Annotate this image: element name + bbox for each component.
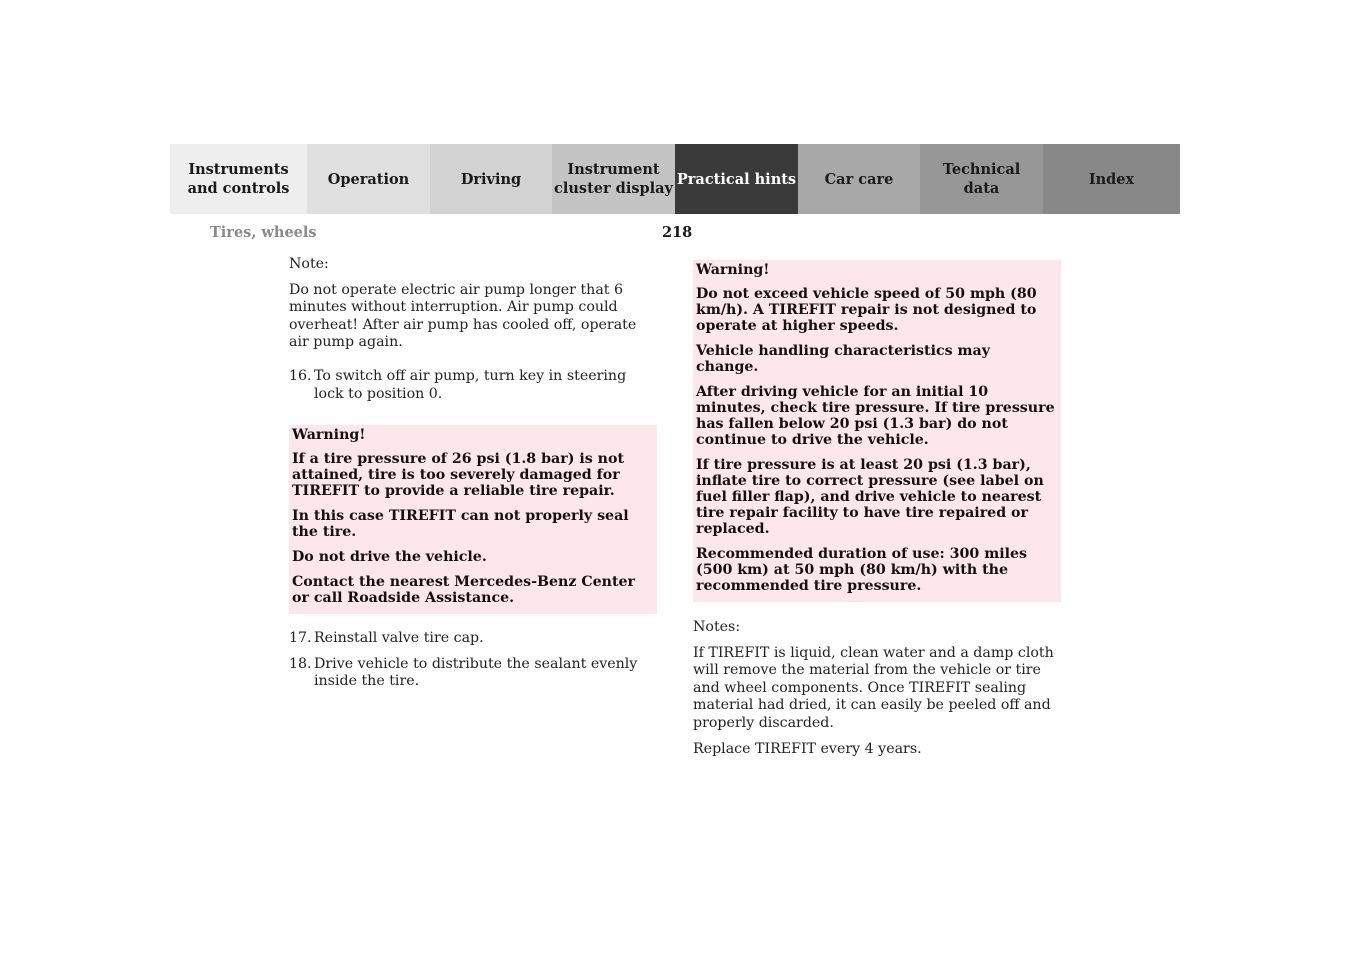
warning-paragraph: Recommended duration of use: 300 miles (500 km) at 50 mph (80 km/h) with the recommended tire pressure.	[696, 546, 1028, 594]
step-18	[289, 656, 657, 691]
warning-title: Warning!	[292, 427, 366, 444]
right-column	[693, 260, 1061, 758]
warning-paragraph: After driving vehicle for an initial 10 minutes, check tire pressure. If tire pressure has fallen below 20 psi (1.3 bar) do not continue to drive the vehicle.	[696, 384, 1055, 448]
warning-box-tire-pressure	[289, 425, 657, 614]
tab-label: Driving	[460, 170, 522, 188]
tab-technical-data[interactable]	[920, 144, 1043, 214]
tab-operation[interactable]	[307, 144, 430, 214]
warning-paragraph: If tire pressure is at least 20 psi (1.3 bar), inflate tire to correct pressure (see label on fuel filler flap), and drive vehicle to nearest tire repair facility to have tire repaired or replaced.	[696, 457, 1044, 537]
tab-practical-hints[interactable]	[675, 144, 798, 214]
tab-car-care[interactable]	[798, 144, 920, 214]
tab-label: Car care	[824, 170, 894, 188]
note-title: Note:	[289, 256, 329, 272]
warning-paragraph: In this case TIREFIT can not properly seal the tire.	[292, 508, 629, 541]
warning-title: Warning!	[696, 262, 770, 278]
notes-paragraph: If TIREFIT is liquid, clean water and a damp cloth will remove the material from the vehicle or tire and wheel components. Once TIREFIT sealing material had dried, it can easily be peeled off and properly discarded.	[693, 644, 1054, 731]
tab-index[interactable]	[1043, 144, 1180, 214]
step-number: 18.	[289, 655, 312, 672]
tab-label: Index	[1088, 170, 1135, 188]
warning-paragraph: Do not exceed vehicle speed of 50 mph (80 km/h). A TIREFIT repair is not designed to operate at higher speeds.	[696, 286, 1037, 334]
notes-title: Notes:	[693, 619, 741, 635]
warning-paragraph: Vehicle handling characteristics may change.	[696, 343, 990, 375]
tab-driving[interactable]	[430, 144, 552, 214]
step-16	[289, 368, 657, 403]
warning-paragraph: If a tire pressure of 26 psi (1.8 bar) is not attained, tire is too severely damaged for TIREFIT to provide a reliable tire repair.	[292, 451, 624, 500]
note-text: Do not operate electric air pump longer that 6 minutes without interruption. Air pump could overheat! After air pump has cooled off, operate air pump again.	[289, 281, 637, 351]
section-tab-bar	[170, 144, 1180, 214]
warning-box-speed	[693, 260, 1061, 602]
page-number: 218	[662, 224, 693, 241]
notes-paragraph: Replace TIREFIT every 4 years.	[693, 740, 922, 757]
tab-instrument-cluster-display[interactable]	[552, 144, 675, 214]
step-number: 16.	[289, 367, 312, 384]
tab-label: Instrument cluster display	[554, 161, 673, 197]
tab-label: Technical data	[942, 161, 1021, 197]
tab-label: Instruments and controls	[187, 161, 290, 197]
step-text: Drive vehicle to distribute the sealant evenly inside the tire.	[314, 655, 638, 690]
step-number: 17.	[289, 630, 312, 647]
section-title: Tires, wheels	[210, 224, 317, 241]
tab-label: Operation	[327, 170, 410, 188]
warning-paragraph: Contact the nearest Mercedes-Benz Center or call Roadside Assistance.	[292, 574, 636, 607]
warning-paragraph: Do not drive the vehicle.	[292, 549, 487, 566]
step-17	[289, 630, 657, 648]
tab-instruments-and-controls[interactable]	[170, 144, 307, 214]
step-text: To switch off air pump, turn key in steering lock to position 0.	[314, 367, 627, 402]
step-text: Reinstall valve tire cap.	[314, 630, 484, 647]
tab-label: Practical hints	[676, 170, 797, 188]
left-column	[289, 256, 657, 699]
